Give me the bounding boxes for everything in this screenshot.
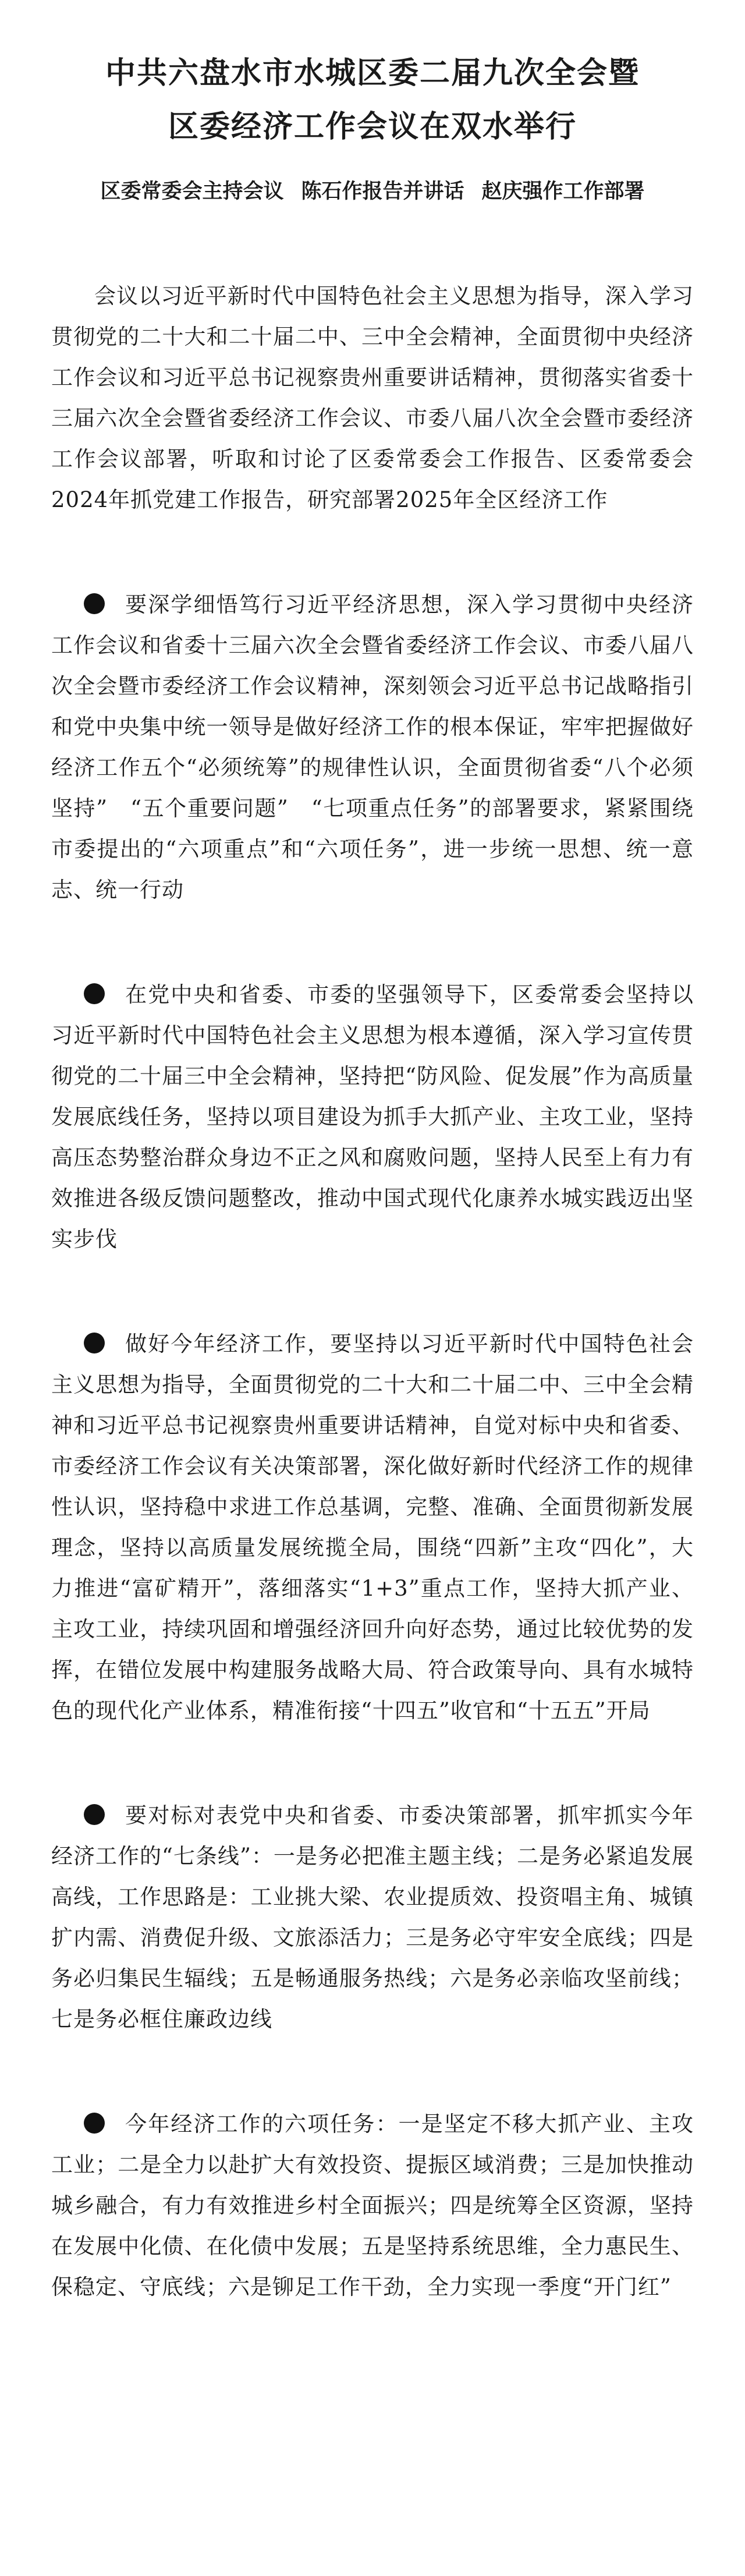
bullet-text: 今年经济工作的六项任务：一是坚定不移大抓产业、主攻工业；二是全力以赴扩大有效投资、提振区域消费；三是加快推动城乡融合，有力有效推进乡村全面振兴；四是统筹全区资源，坚持在发展中化债、在化债中发展；五是坚持系统思维，全力惠民生、保稳定、守底线；六是铆足工作干劲，全力实现一季度“开门红” [51, 2111, 694, 2299]
bullet-paragraph-4 [51, 1795, 694, 2040]
bullet-dot-icon [84, 983, 105, 1004]
subtitle-host: 区委常委会主持会议 [100, 180, 284, 203]
bullet-paragraph-5 [51, 2104, 694, 2308]
article-title [51, 47, 694, 154]
bullet-dot-icon [84, 1333, 105, 1353]
bullet-paragraph-3 [51, 1324, 694, 1731]
intro-paragraph: 会议以习近平新时代中国特色社会主义思想为指导，深入学习贯彻党的二十大和二十届二中、三中全会精神，全面贯彻中央经济工作会议和习近平总书记视察贵州重要讲话精神，贯彻落实省委十三届六次全会暨省委经济工作会议、市委八届八次全会暨市委经济工作会议部署，听取和讨论了区委常委会工作报告、区委常委会2024年抓党建工作报告，研究部署2025年全区经济工作 [51, 284, 694, 512]
bullet-paragraph-1 [51, 584, 694, 910]
subtitle-report: 陈石作报告并讲话 [301, 180, 464, 203]
bullet-dot-icon [84, 2113, 105, 2134]
article-subtitle-row [51, 177, 694, 206]
article-header [51, 47, 694, 206]
subtitle-deployment: 赵庆强作工作部署 [481, 180, 645, 203]
article-title-line-1: 中共六盘水市水城区委二届九次全会暨 [105, 56, 640, 91]
bullet-dot-icon [84, 593, 105, 614]
article-body [51, 276, 694, 2308]
bullet-text: 在党中央和省委、市委的坚强领导下，区委常委会坚持以习近平新时代中国特色社会主义思想为根本遵循，深入学习宣传贯彻党的二十届三中全会精神，坚持把“防风险、促发展”作为高质量发展底线任务，坚持以项目建设为抓手大抓产业、主攻工业，坚持高压态势整治群众身边不正之风和腐败问题，坚持人民至上有力有效推进各级反馈问题整改，推动中国式现代化康养水城实践迈出坚实步伐 [51, 982, 694, 1252]
bullet-text: 做好今年经济工作，要坚持以习近平新时代中国特色社会主义思想为指导，全面贯彻党的二十大和二十届二中、三中全会精神和习近平总书记视察贵州重要讲话精神，自觉对标中央和省委、市委经济工作会议有关决策部署，深化做好新时代经济工作的规律性认识，坚持稳中求进工作总基调，完整、准确、全面贯彻新发展理念，坚持以高质量发展统揽全局，围绕“四新”主攻“四化”，大力推进“富矿精开”，落细落实“1+3”重点工作，坚持大抓产业、主攻工业，持续巩固和增强经济回升向好态势，通过比较优势的发挥，在错位发展中构建服务战略大局、符合政策导向、具有水城特色的现代化产业体系，精准衔接“十四五”收官和“十五五”开局 [51, 1331, 694, 1723]
bullet-text: 要深学细悟笃行习近平经济思想，深入学习贯彻中央经济工作会议和省委十三届六次全会暨省委经济工作会议、市委八届八次全会暨市委经济工作会议精神，深刻领会习近平总书记战略指引和党中央集中统一领导是做好经济工作的根本保证，牢牢把握做好经济工作五个“必须统筹”的规律性认识，全面贯彻省委“八个必须坚持” “五个重要问题” “七项重点任务”的部署要求，紧紧围绕市委提出的“六项重点”和“六项任务”，进一步统一思想、统一意志、统一行动 [51, 592, 694, 902]
bullet-dot-icon [84, 1804, 105, 1825]
bullet-text: 要对标对表党中央和省委、市委决策部署，抓牢抓实今年经济工作的“七条线”：一是务必把准主题主线；二是务必紧追发展高线，工作思路是：工业挑大梁、农业提质效、投资唱主角、城镇扩内需、消费促升级、文旅添活力；三是务必守牢安全底线；四是务必归集民生辐线；五是畅通服务热线；六是务必亲临攻坚前线；七是务必框住廉政边线 [51, 1803, 694, 2032]
bullet-paragraph-2 [51, 975, 694, 1260]
article-title-line-2: 区委经济工作会议在双水举行 [168, 109, 577, 144]
